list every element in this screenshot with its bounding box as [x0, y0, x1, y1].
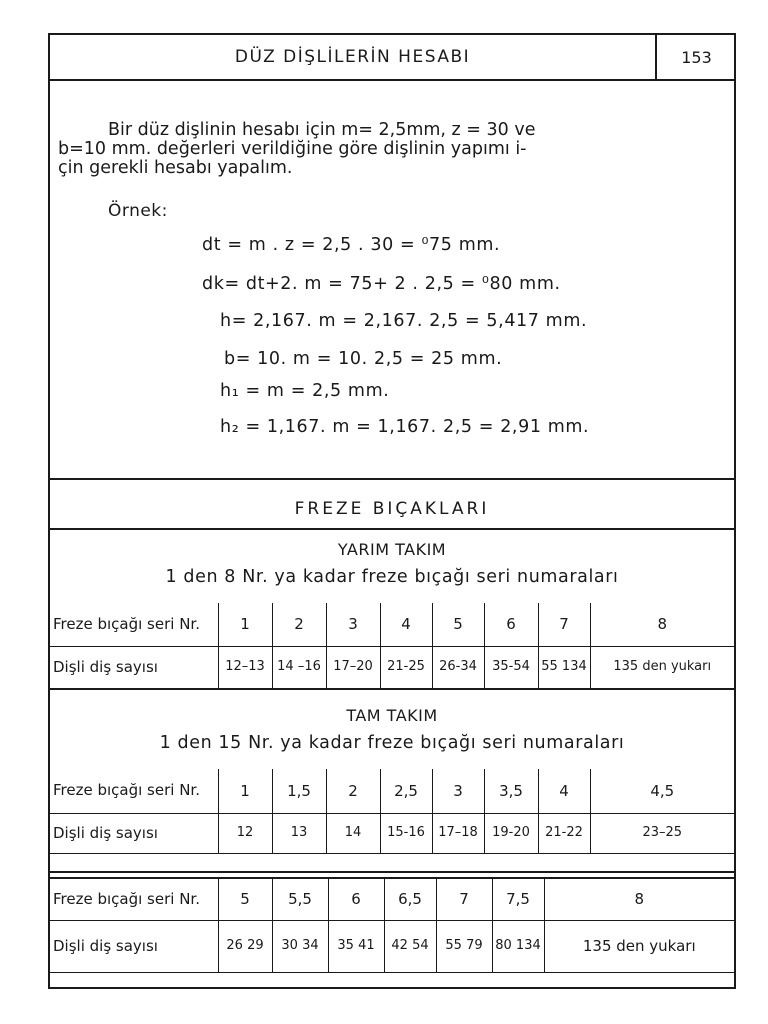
divider: [50, 528, 734, 530]
full-set-table-a: [50, 769, 734, 854]
table-cell: 6: [484, 603, 538, 646]
table-cell: 15-16: [380, 813, 432, 853]
table-cell: 26-34: [432, 646, 484, 688]
table-cell: 35-54: [484, 646, 538, 688]
section-title: FREZE BIÇAKLARI: [294, 499, 490, 519]
table-cell: 12: [218, 813, 272, 853]
table-cell: 8: [544, 878, 734, 920]
table-cell: 1: [218, 603, 272, 646]
divider: [50, 478, 734, 480]
table-cell: 4,5: [590, 769, 734, 813]
table-row: [50, 813, 734, 853]
table-cell: 26 29: [218, 920, 272, 972]
table-cell: 4: [538, 769, 590, 813]
half-set-title: YARIM TAKIM: [337, 540, 447, 559]
row-label: Dişli diş sayısı: [50, 813, 218, 853]
table-cell: 135 den yukarı: [590, 646, 734, 688]
equation-h2: h₂ = 1,167. m = 1,167. 2,5 = 2,91 mm.: [220, 417, 590, 437]
table-cell: 2: [272, 603, 326, 646]
half-set-description: 1 den 8 Nr. ya kadar freze bıçağı seri numaraları: [165, 567, 619, 587]
table-cell: 3: [432, 769, 484, 813]
divider: [50, 688, 734, 690]
row-label: Dişli diş sayısı: [50, 646, 218, 688]
example-label: Örnek:: [108, 201, 168, 221]
table-cell: 35 41: [328, 920, 384, 972]
equation-dk: dk= dt+2. m = 75+ 2 . 2,5 = ⁰80 mm.: [202, 274, 561, 294]
equation-dt: dt = m . z = 2,5 . 30 = ⁰75 mm.: [202, 235, 501, 255]
table-cell: 17–20: [326, 646, 380, 688]
divider: [50, 79, 734, 81]
table-cell: 12–13: [218, 646, 272, 688]
table-cell: 6,5: [384, 878, 436, 920]
table-row: [50, 646, 734, 688]
table-cell: 14 –16: [272, 646, 326, 688]
table-cell: 7: [436, 878, 492, 920]
equation-h1: h₁ = m = 2,5 mm.: [220, 381, 390, 401]
table-cell: 55 134: [538, 646, 590, 688]
table-row: [50, 603, 734, 646]
table-cell: 5,5: [272, 878, 328, 920]
full-set-title: TAM TAKIM: [346, 706, 438, 725]
table-cell: 135 den yukarı: [544, 920, 734, 972]
table-cell: 23–25: [590, 813, 734, 853]
table-row: [50, 769, 734, 813]
equation-h: h= 2,167. m = 2,167. 2,5 = 5,417 mm.: [220, 311, 588, 331]
table-cell: 21-25: [380, 646, 432, 688]
table-cell: 7: [538, 603, 590, 646]
intro-line-3: çin gerekli hesabı yapalım.: [58, 158, 293, 178]
row-label: Freze bıçağı seri Nr.: [50, 878, 218, 920]
table-cell: 42 54: [384, 920, 436, 972]
table-cell: 80 134: [492, 920, 544, 972]
intro-line-1: Bir düz dişlinin hesabı için m= 2,5mm, z = 30 ve: [108, 120, 536, 140]
table-cell: 8: [590, 603, 734, 646]
full-set-description: 1 den 15 Nr. ya kadar freze bıçağı seri numaraları: [159, 733, 625, 753]
table-cell: 3: [326, 603, 380, 646]
table-cell: 6: [328, 878, 384, 920]
table-cell: 3,5: [484, 769, 538, 813]
intro-paragraph: [58, 121, 718, 178]
equation-b: b= 10. m = 10. 2,5 = 25 mm.: [224, 349, 503, 369]
table-cell: 1,5: [272, 769, 326, 813]
table-cell: 17–18: [432, 813, 484, 853]
table-cell: 5: [218, 878, 272, 920]
table-cell: 4: [380, 603, 432, 646]
table-cell: 19-20: [484, 813, 538, 853]
table-cell: 2,5: [380, 769, 432, 813]
page-title: DÜZ DİŞLİLERİN HESABI: [234, 47, 471, 67]
table-cell: 21-22: [538, 813, 590, 853]
table-cell: 5: [432, 603, 484, 646]
full-set-table-b: [50, 877, 734, 973]
row-label: Freze bıçağı seri Nr.: [50, 769, 218, 813]
table-row: [50, 878, 734, 920]
table-cell: 2: [326, 769, 380, 813]
table-cell: 1: [218, 769, 272, 813]
table-cell: 13: [272, 813, 326, 853]
divider: [50, 871, 734, 873]
table-cell: 55 79: [436, 920, 492, 972]
row-label: Dişli diş sayısı: [50, 920, 218, 972]
table-cell: 30 34: [272, 920, 328, 972]
row-label: Freze bıçağı seri Nr.: [50, 603, 218, 646]
page-frame: [48, 33, 736, 989]
table-cell: 14: [326, 813, 380, 853]
intro-line-2: b=10 mm. değerleri verildiğine göre dişlinin yapımı i-: [58, 139, 527, 159]
table-cell: 7,5: [492, 878, 544, 920]
page-number: 153: [655, 35, 736, 79]
half-set-table: [50, 603, 734, 689]
table-row: [50, 920, 734, 972]
